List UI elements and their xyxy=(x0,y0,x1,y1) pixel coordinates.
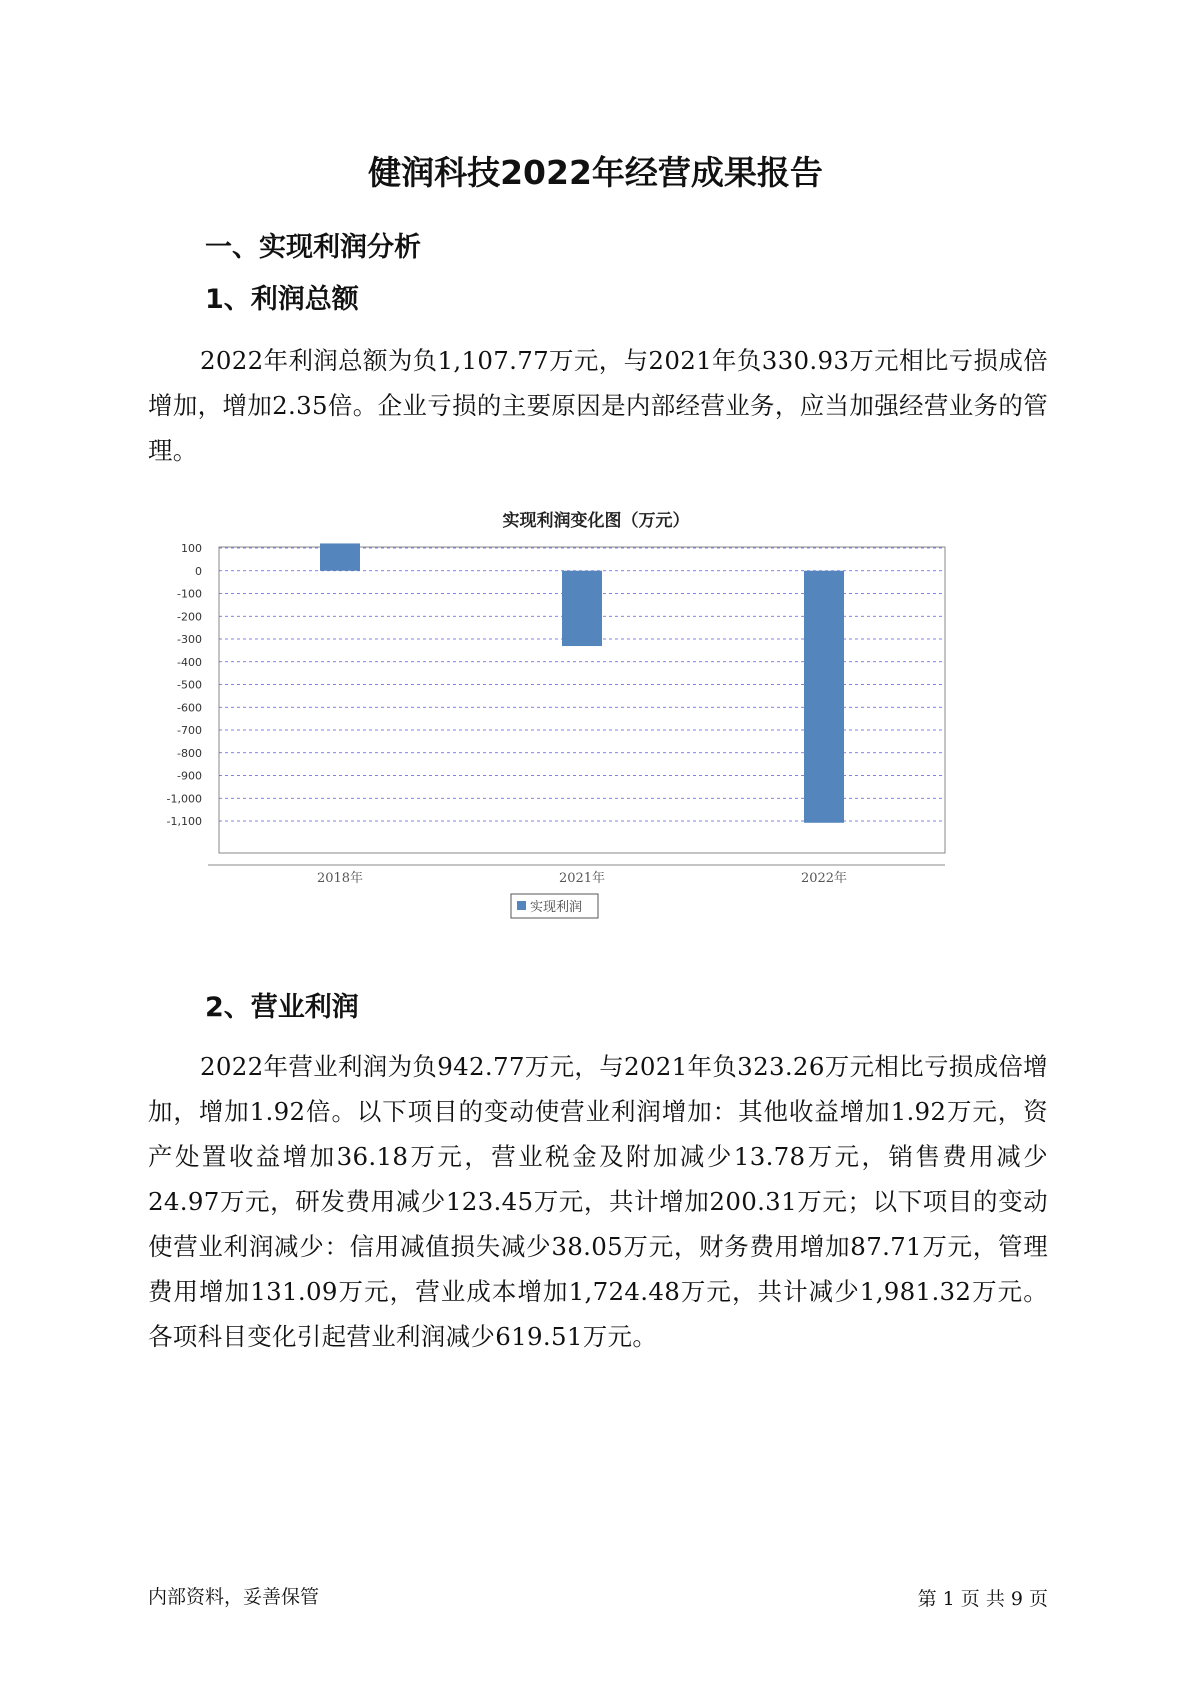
y-tick-label: -400 xyxy=(177,655,202,669)
x-tick-labels xyxy=(317,870,847,886)
y-tick-label: -300 xyxy=(177,633,202,646)
footer-page-number: 第 1 页 共 9 页 xyxy=(917,1588,1048,1610)
x-tick-label: 2022年 xyxy=(800,871,848,886)
y-tick-label: -1,000 xyxy=(166,792,202,806)
subsection-heading-profit-total: 1、利润总额 xyxy=(205,284,359,315)
y-tick-labels xyxy=(167,542,202,828)
y-tick-label: 0 xyxy=(195,564,202,578)
x-tick-label: 2018年 xyxy=(316,871,364,886)
subsection-heading-operating-profit: 2、营业利润 xyxy=(205,992,359,1023)
chart-title: 实现利润变化图（万元） xyxy=(502,511,690,531)
profit-chart-svg xyxy=(160,498,1020,958)
legend-label: 实现利润 xyxy=(530,900,583,915)
bar-2018年 xyxy=(320,543,360,570)
bar-2022年 xyxy=(804,571,844,823)
profit-chart xyxy=(160,498,1020,958)
footer-confidential-note: 内部资料，妥善保管 xyxy=(148,1586,320,1608)
legend-swatch xyxy=(517,901,526,910)
y-tick-label: -600 xyxy=(177,701,202,715)
y-tick-label: 100 xyxy=(181,542,202,555)
chart-legend xyxy=(511,894,598,918)
y-tick-label: -500 xyxy=(177,678,202,692)
x-tick-label: 2021年 xyxy=(558,871,606,886)
paragraph-profit-total: 2022年利润总额为负1,107.77万元，与2021年负330.93万元相比亏损成倍增加，增加2.35倍。企业亏损的主要原因是内部经营业务，应当加强经营业务的管理。 xyxy=(148,346,1048,465)
y-tick-label: -700 xyxy=(177,724,202,737)
document-title: 健润科技2022年经营成果报告 xyxy=(368,153,823,192)
y-tick-label: -900 xyxy=(177,769,202,783)
y-tick-label: -800 xyxy=(177,746,202,760)
bar-2021年 xyxy=(562,571,602,646)
section-heading: 一、实现利润分析 xyxy=(205,232,421,263)
y-tick-label: -200 xyxy=(177,610,202,624)
y-tick-label: -100 xyxy=(177,587,202,601)
paragraph-operating-profit: 2022年营业利润为负942.77万元，与2021年负323.26万元相比亏损成倍增加，增加1.92倍。以下项目的变动使营业利润增加：其他收益增加1.92万元，资产处置收益增加36.18万元，营业税金及附加减少13.78万元，销售费用减少24.97万元，研发费用减少123.45万元，共计增加200.31万元；以下项目的变动使营业利润减少：信用减值损失减少38.05万元，财务费用增加87.71万元，管理费用增加131.09万元，营业成本增加1,724.48万元，共计减少1,981.32万元。各项科目变化引起营业利润减少619.51万元。 xyxy=(148,1052,1048,1351)
y-tick-label: -1,100 xyxy=(166,815,202,828)
